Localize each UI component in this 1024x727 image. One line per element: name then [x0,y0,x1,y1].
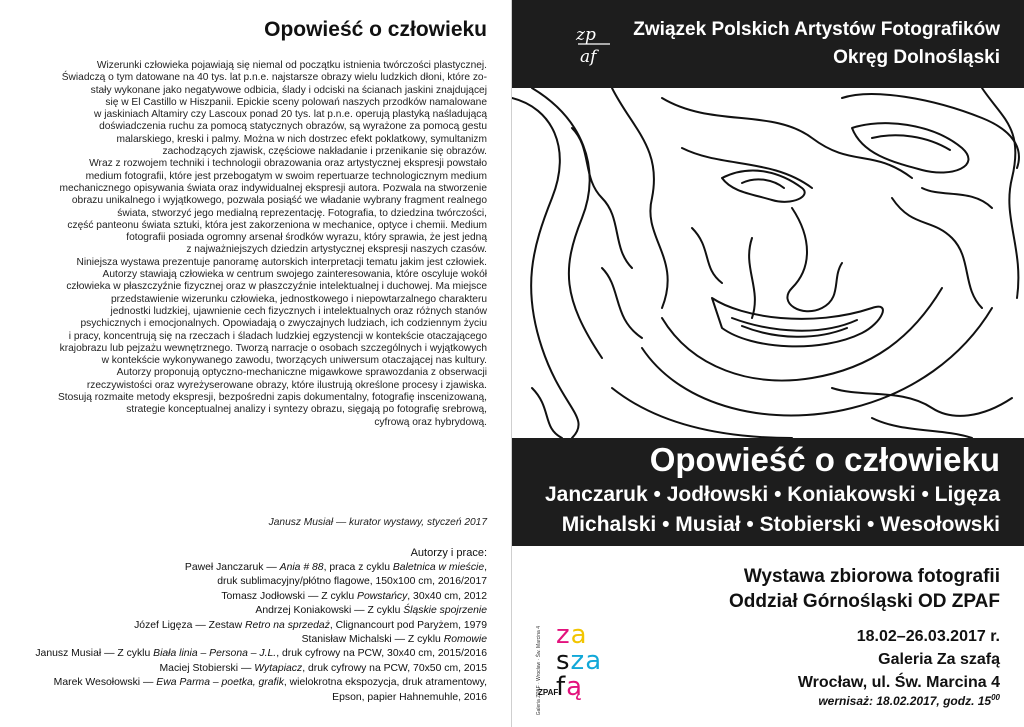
work-separator: — [238,662,255,674]
work-entry [14,590,487,604]
gallery-logo-vertical-text: Galeria ZPAF · Wrocław · Św. Marcina 4 [536,626,542,716]
work-title: Biała linia – Persona – J.L. [153,648,277,660]
organizer-branch: Oddział Górnośląski OD ZPAF [729,591,1000,612]
work-author: Janusz Musiał [35,648,102,660]
work-entry [14,633,487,647]
essay-line: doświadczenia ruchu za pomocą statycznych obrazów, są wyrażone za pomocą gestu [99,121,487,133]
artists-line-1: Janczaruk • Jodłowski • Koniakowski • Ligęza [544,483,1000,506]
work-details: , druk cyfrowy na PCW, 70x50 cm, 2015 [302,662,487,674]
gallery-logo-row-3 [556,674,583,700]
work-separator: — Z cyklu [391,634,444,646]
essay-line: jednostki ludzkiej, ujawnienie cech fizycznych i intelektualnych oraz różnych stanów [110,305,487,317]
work-author: Paweł Janczaruk [184,562,264,573]
essay-line: fotografii posiada ogromny arsenał środków wyrazu, który sprawia, że jest jedną [126,232,487,244]
work-author: Andrzej Koniakowski [255,605,352,617]
work-entry [14,619,487,633]
org-name: Związek Polskich Artystów Fotografików [633,19,1000,40]
essay-line: psychicznych i emocjonalnych. Opowiadają o zwyczajnych ludziach, ich codziennym życiu [80,318,487,330]
work-entry [14,676,487,690]
work-separator: — Z cyklu [305,590,358,602]
work-details: druk sublimacyjny/płótno flagowe, 150x100 cm, 2016/2017 [217,576,487,588]
essay-line: w jaskiniach Altamiry czy Lascoux ponad 20 tys. lat p.n.e. operują plastyką naśladującą [94,109,487,121]
essay-line: Autorzy stawiają człowieka w centrum swojego zainteresowania, które oscyluje wokół [102,269,487,281]
work-title: Wytapiacz [254,662,303,674]
work-details: , druk cyfrowy na PCW, 30x40 cm, 2015/2016 [276,648,487,660]
work-tail: , [484,562,487,573]
logo-letter: z [556,620,571,650]
essay-line: się w El Castillo w Hiszpanii. Epickie sceny polowań naszych przodków namalowane [105,96,487,108]
exhibition-dates: 18.02–26.03.2017 r. [856,628,1000,645]
essay-line: Stosują rozmaite metody ekspresji, bezpośredni zapis dokumentalny, fotografię inscenizowaną, [57,392,487,404]
logo-letter: f [556,672,567,702]
work-separator: — Z cyklu [101,648,154,660]
work-separator: — Z cyklu [351,605,404,617]
essay-line: Niniejsza wystawa prezentuje panoramę autorskich interpretacji tematu jakim jest człowiek. [76,256,487,268]
vernissage-minutes: 00 [991,693,1000,702]
svg-text:af: af [580,47,597,67]
logo-letter: s [556,646,571,676]
logo-letter: z [570,646,586,676]
work-separator: — [263,562,280,573]
work-entry [14,647,487,661]
right-page [512,0,1024,727]
work-entry [14,662,487,676]
logo-letter: a [570,620,588,650]
artists-line-2: Michalski • Musiał • Stobierski • Wesołowski [561,513,1000,536]
vernissage-info [818,693,1000,708]
essay-line: malarskiego, kreski i palmy. Można w nich dostrzec efekt poklatkowy, symultanizm [116,133,487,145]
essay-line: rzeczywistości oraz wyreżyserowane obrazy, które ilustrują określone procesy i zjawiska. [86,379,487,391]
gallery-logo-row-2 [556,648,602,674]
work-entry [14,691,487,705]
work-details: , praca z cyklu [323,562,393,573]
works-list [14,561,487,705]
zpaf-logo-icon [574,20,614,68]
exhibition-type: Wystawa zbiorowa fotografii [743,566,1000,587]
work-title: Retro na sprzedaż [244,619,330,631]
line-art-face-image [512,88,1024,438]
work-cycle: Baletnica w mieście [392,562,485,573]
work-entry [14,561,487,575]
essay-line: Wraz z rozwojem techniki i technologii obrazowania oraz artystycznej ekspresji powstało [89,158,487,170]
svg-text:zp: zp [576,25,596,45]
essay-line: obrazu unikalnego i wyjątkowego, pozwala posiąść we władanie wybrany fragment realnego [71,195,487,207]
work-author: Stanisław Michalski [301,634,392,646]
essay-line: cyfrową oraz hybrydową. [374,416,487,428]
gallery-logo-row-1 [556,622,588,648]
essay-line: i pracy, koncentrują się na rzeczach i śladach ludzkiej egzystencji w kontekście otaczającego [68,330,487,342]
essay-line: Świadczą o tym datowane na 40 tys. lat p.n.e. najstarsze obrazy wielu ludzkich dłoni, które zo- [61,72,487,84]
work-title: Ewa Parma – poetka, grafik [156,677,284,689]
work-entry [14,575,487,589]
gallery-name: Galeria Za szafą [878,651,1000,668]
logo-letter: a [585,646,603,676]
work-author: Maciej Stobierski [159,662,239,674]
essay-line: zachodzących zjawisk, częściowe nakładanie i przenikanie się obrazów. [162,146,487,158]
work-separator: — [140,677,157,689]
work-details: , wielokrotna ekspozycja, druk atramentowy, [283,677,487,689]
work-author: Józef Ligęza [134,619,193,631]
work-details: Epson, papier Hahnemuhle, 2016 [332,691,487,703]
essay-line: z najważniejszych dziedzin artystycznej ekspresji naszych czasów. [186,244,487,256]
left-page [0,0,511,727]
essay-line: krajobrazu lub pejzażu wewnętrznego. Tworzą narracje o osobach szczególnych i wyjątkowych [59,342,487,354]
essay-line: stały wykonane jako negatywowe odbicia, ślady i odciski na ścianach jaskini znajdującej [90,84,487,96]
work-title: Ania # 88 [279,562,324,573]
essay-line: strategie konceptualnej analizy i syntezy obrazu, sięgają po fotografię srebrową, [126,404,487,416]
work-entry [14,604,487,618]
essay-title: Opowieść o człowieku [264,18,487,41]
essay-line: mechanicznego opisywania świata oraz indywidualnej ekspresji autora. Pozwala na stworzenie [59,182,487,194]
work-separator: — Zestaw [192,619,245,631]
essay-line: w kontekście wykonywanego zawodu, tworzących uniwersum otaczającej nas kultury. [101,355,487,367]
exhibition-title: Opowieść o człowieku [649,441,1000,478]
work-title: Romowie [443,634,487,646]
work-title: Śląskie spojrzenie [403,605,487,617]
essay-line: świata, stworzyć jego medialną reprezentację. Fotografia, to dziedzina twórczości, [117,207,487,219]
gallery-logo [532,620,620,716]
work-author: Marek Wesołowski [53,677,141,689]
essay-text [18,60,487,429]
gallery-address: Wrocław, ul. Św. Marcina 4 [797,674,1000,691]
essay-line: Wizerunki człowieka pojawiają się niemal od początku istnienia twórczości plastycznej. [96,60,487,71]
essay-line: część panteonu świata sztuki, która jest zakorzeniona w mechanice, optyce i chemii. Medium [67,219,487,231]
org-banner [512,0,1024,88]
work-title: Powstańcy [357,590,408,602]
org-district: Okręg Dolnośląski [833,47,1000,68]
essay-line: przedstawienie wizerunku człowieka, jednostkowego i niepowtarzalnego charakteru [110,293,487,305]
zpaf-mini-logo: ZPAF [538,688,559,697]
essay-line: medium fotografii, które jest przebogatym w swoim repertuarze technologicznym medium [85,170,487,182]
essay-line: Autorzy proponują optyczno-mechaniczne migawkowe sprawozdania z obserwacji [116,367,487,379]
logo-letter: ą [566,672,584,702]
authors-heading: Autorzy i prace: [410,547,487,559]
exhibition-title-bar [512,438,1024,546]
work-details: , Clignancourt pod Paryżem, 1979 [329,619,487,631]
curator-signature: Janusz Musiał — kurator wystawy, styczeń 2017 [268,517,487,528]
work-details: , 30x40 cm, 2012 [407,590,487,602]
work-author: Tomasz Jodłowski [221,590,306,602]
essay-line: człowieka w płaszczyźnie fizycznej oraz w płaszczyźnie intelektualnej i duchowej. Ma miejsce [66,281,487,293]
vernissage-text: wernisaż: 18.02.2017, godz. 15 [818,694,992,708]
